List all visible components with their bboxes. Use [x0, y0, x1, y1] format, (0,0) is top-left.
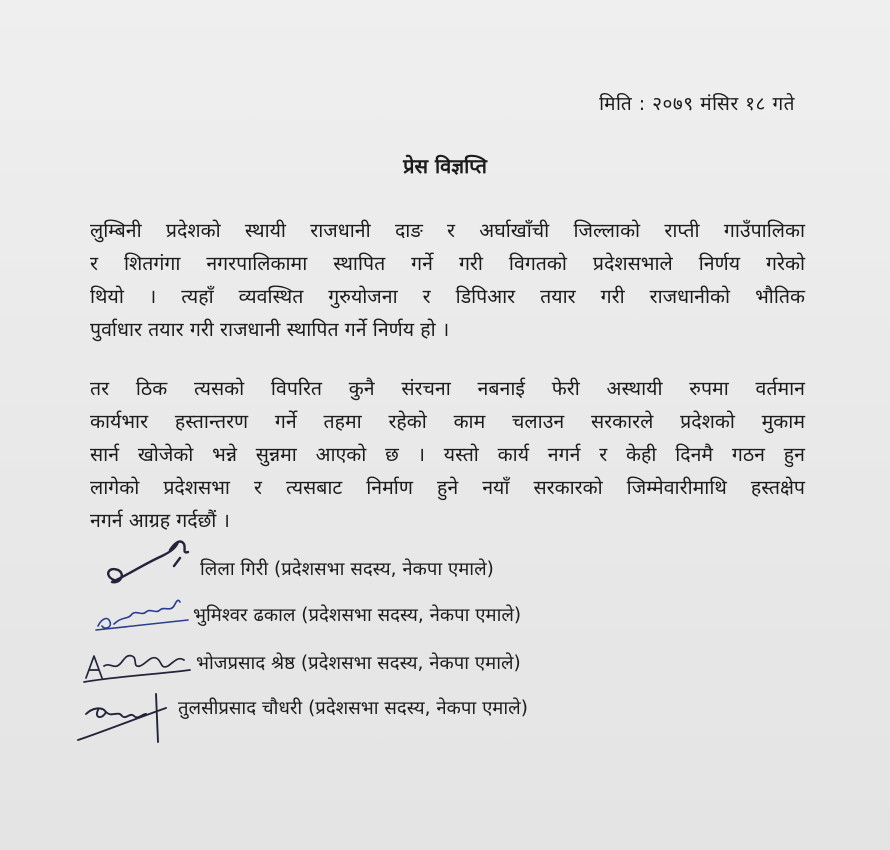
- paragraph-line: र शितगंगा नगरपालिकामा स्थापित गर्ने गरी विगतको प्रदेशसभाले निर्णय गरेको: [90, 252, 805, 275]
- date-line: मिति : २०७९ मंसिर १८ गते: [599, 93, 795, 115]
- signature-3: [80, 640, 195, 685]
- paragraph-line: लुम्बिनी प्रदेशको स्थायी राजधानी दाङ र अर्घाखाँची जिल्लाको राप्ती गाउँपालिका: [90, 219, 805, 242]
- signature-2-drawing: [92, 590, 192, 635]
- paragraph-line: कार्यभार हस्तान्तरण गर्ने तहमा रहेको काम चलाउन सरकारले प्रदेशको मुकाम: [90, 410, 805, 433]
- signature-1-drawing: [100, 530, 200, 595]
- signatory-bhojprasad-shrestha: भोजप्रसाद श्रेष्ठ (प्रदेशसभा सदस्य, नेकपा एमाले): [196, 653, 521, 674]
- paragraph-line: थियो । त्यहाँ व्यवस्थित गुरुयोजना र डिपिआर तयार गरी राजधानीको भौतिक: [90, 285, 805, 308]
- paragraph-line: लागेको प्रदेशसभा र त्यसबाट निर्माण हुने नयाँ सरकारको जिम्मेवारीमाथि हस्तक्षेप: [90, 476, 805, 499]
- press-release-title: प्रेस विज्ञप्ति: [403, 154, 487, 178]
- signature-3-drawing: [80, 640, 195, 685]
- paragraph-line: नगर्न आग्रह गर्दछौं ।: [90, 509, 230, 532]
- signature-1: [100, 530, 200, 595]
- signatory-lila-giri: लिला गिरी (प्रदेशसभा सदस्य, नेकपा एमाले): [200, 559, 494, 580]
- signatory-bhumishwar-dhakal: भुमिश्वर ढकाल (प्रदेशसभा सदस्य, नेकपा एमाले): [193, 605, 522, 626]
- paragraph-line: पुर्वाधार तयार गरी राजधानी स्थापित गर्ने निर्णय हो ।: [90, 318, 450, 341]
- paragraph-1: [90, 214, 805, 346]
- paragraph-line: तर ठिक त्यसको विपरित कुनै संरचना नबनाई फेरी अस्थायी रुपमा वर्तमान: [90, 377, 805, 400]
- signature-4: [72, 690, 172, 750]
- paragraph-2: [90, 372, 805, 537]
- signature-4-drawing: [72, 690, 172, 750]
- signatory-tulsiprasad-chaudhari: तुलसीप्रसाद चौधरी (प्रदेशसभा सदस्य, नेकपा एमाले): [178, 698, 528, 719]
- paragraph-line: सार्न खोजेको भन्ने सुन्नमा आएको छ । यस्तो कार्य नगर्न र केही दिनमै गठन हुन: [90, 443, 805, 466]
- signature-2: [92, 590, 192, 635]
